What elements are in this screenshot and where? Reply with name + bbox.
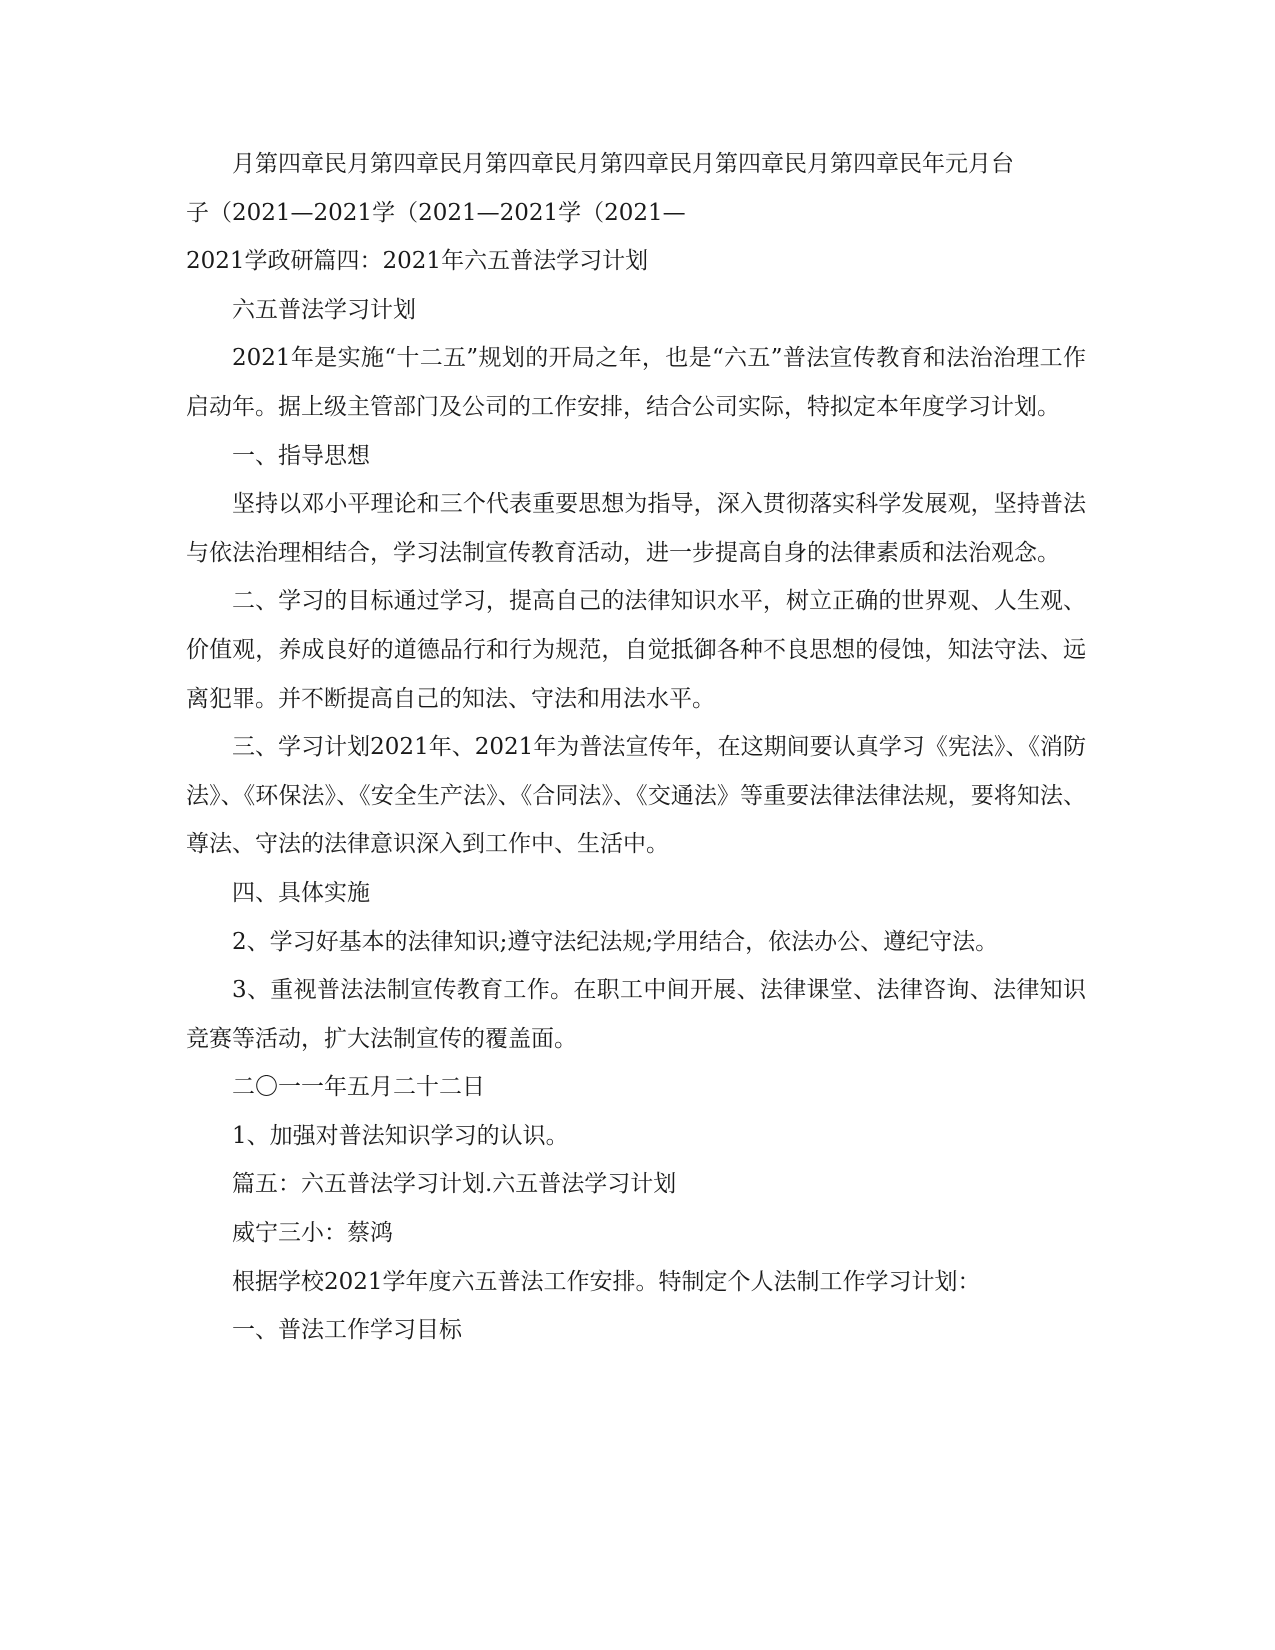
part-5-section-1: 一、普法工作学习目标 [232, 1317, 462, 1344]
date-line: 二〇一一年五月二十二日 [232, 1074, 485, 1101]
part-5-title: 篇五：六五普法学习计划.六五普法学习计划 [232, 1171, 677, 1198]
section-4-heading: 四、具体实施 [232, 879, 370, 906]
section-1-body: 坚持以邓小平理论和三个代表重要思想为指导，深入贯彻落实科学发展观，坚持普法与依法治理相结合，学习法制宣传教育活动，进一步提高自身的法律素质和法治观念。 [186, 491, 1086, 566]
author-line: 威宁三小：蔡鸿 [232, 1220, 393, 1247]
section-2-body: 二、学习的目标通过学习，提高自己的法律知识水平，树立正确的世界观、人生观、价值观，养成良好的道德品行和行为规范，自觉抵御各种不良思想的侵蚀，知法守法、远离犯罪。并不断提高自己的知法、守法和用法水平。 [186, 588, 1086, 712]
header-line-1: 月第四章民月第四章民月第四章民月第四章民月第四章民月第四章民年元月台 [232, 151, 1014, 177]
item-3: 3、重视普法法制宣传教育工作。在职工中间开展、法律课堂、法律咨询、法律知识竞赛等活动，扩大法制宣传的覆盖面。 [186, 977, 1086, 1052]
header-line-3: 2021学政研篇四：2021年六五普法学习计划 [186, 248, 649, 275]
item-2: 2、学习好基本的法律知识;遵守法纪法规;学用结合，依法办公、遵纪守法。 [232, 928, 999, 955]
document-title: 六五普法学习计划 [232, 296, 416, 323]
section-3-body: 三、学习计划2021年、2021年为普法宣传年，在这期间要认真学习《宪法》、《消防法》、《环保法》、《安全生产法》、《合同法》、《交通法》等重要法律法律法规，要将知法、尊法、守法的法律意识深入到工作中、生活中。 [186, 734, 1086, 858]
part-5-intro: 根据学校2021学年度六五普法工作安排。特制定个人法制工作学习计划： [232, 1268, 981, 1295]
section-1-heading: 一、指导思想 [232, 442, 370, 469]
item-1: 1、加强对普法知识学习的认识。 [232, 1122, 569, 1149]
intro-paragraph: 2021年是实施“十二五”规划的开局之年，也是“六五”普法宣传教育和法治治理工作启动年。据上级主管部门及公司的工作安排，结合公司实际，特拟定本年度学习计划。 [186, 345, 1086, 420]
header-line-2: 子（2021—2021学（2021—2021学（2021— [186, 199, 686, 226]
document-body [186, 140, 1086, 1355]
